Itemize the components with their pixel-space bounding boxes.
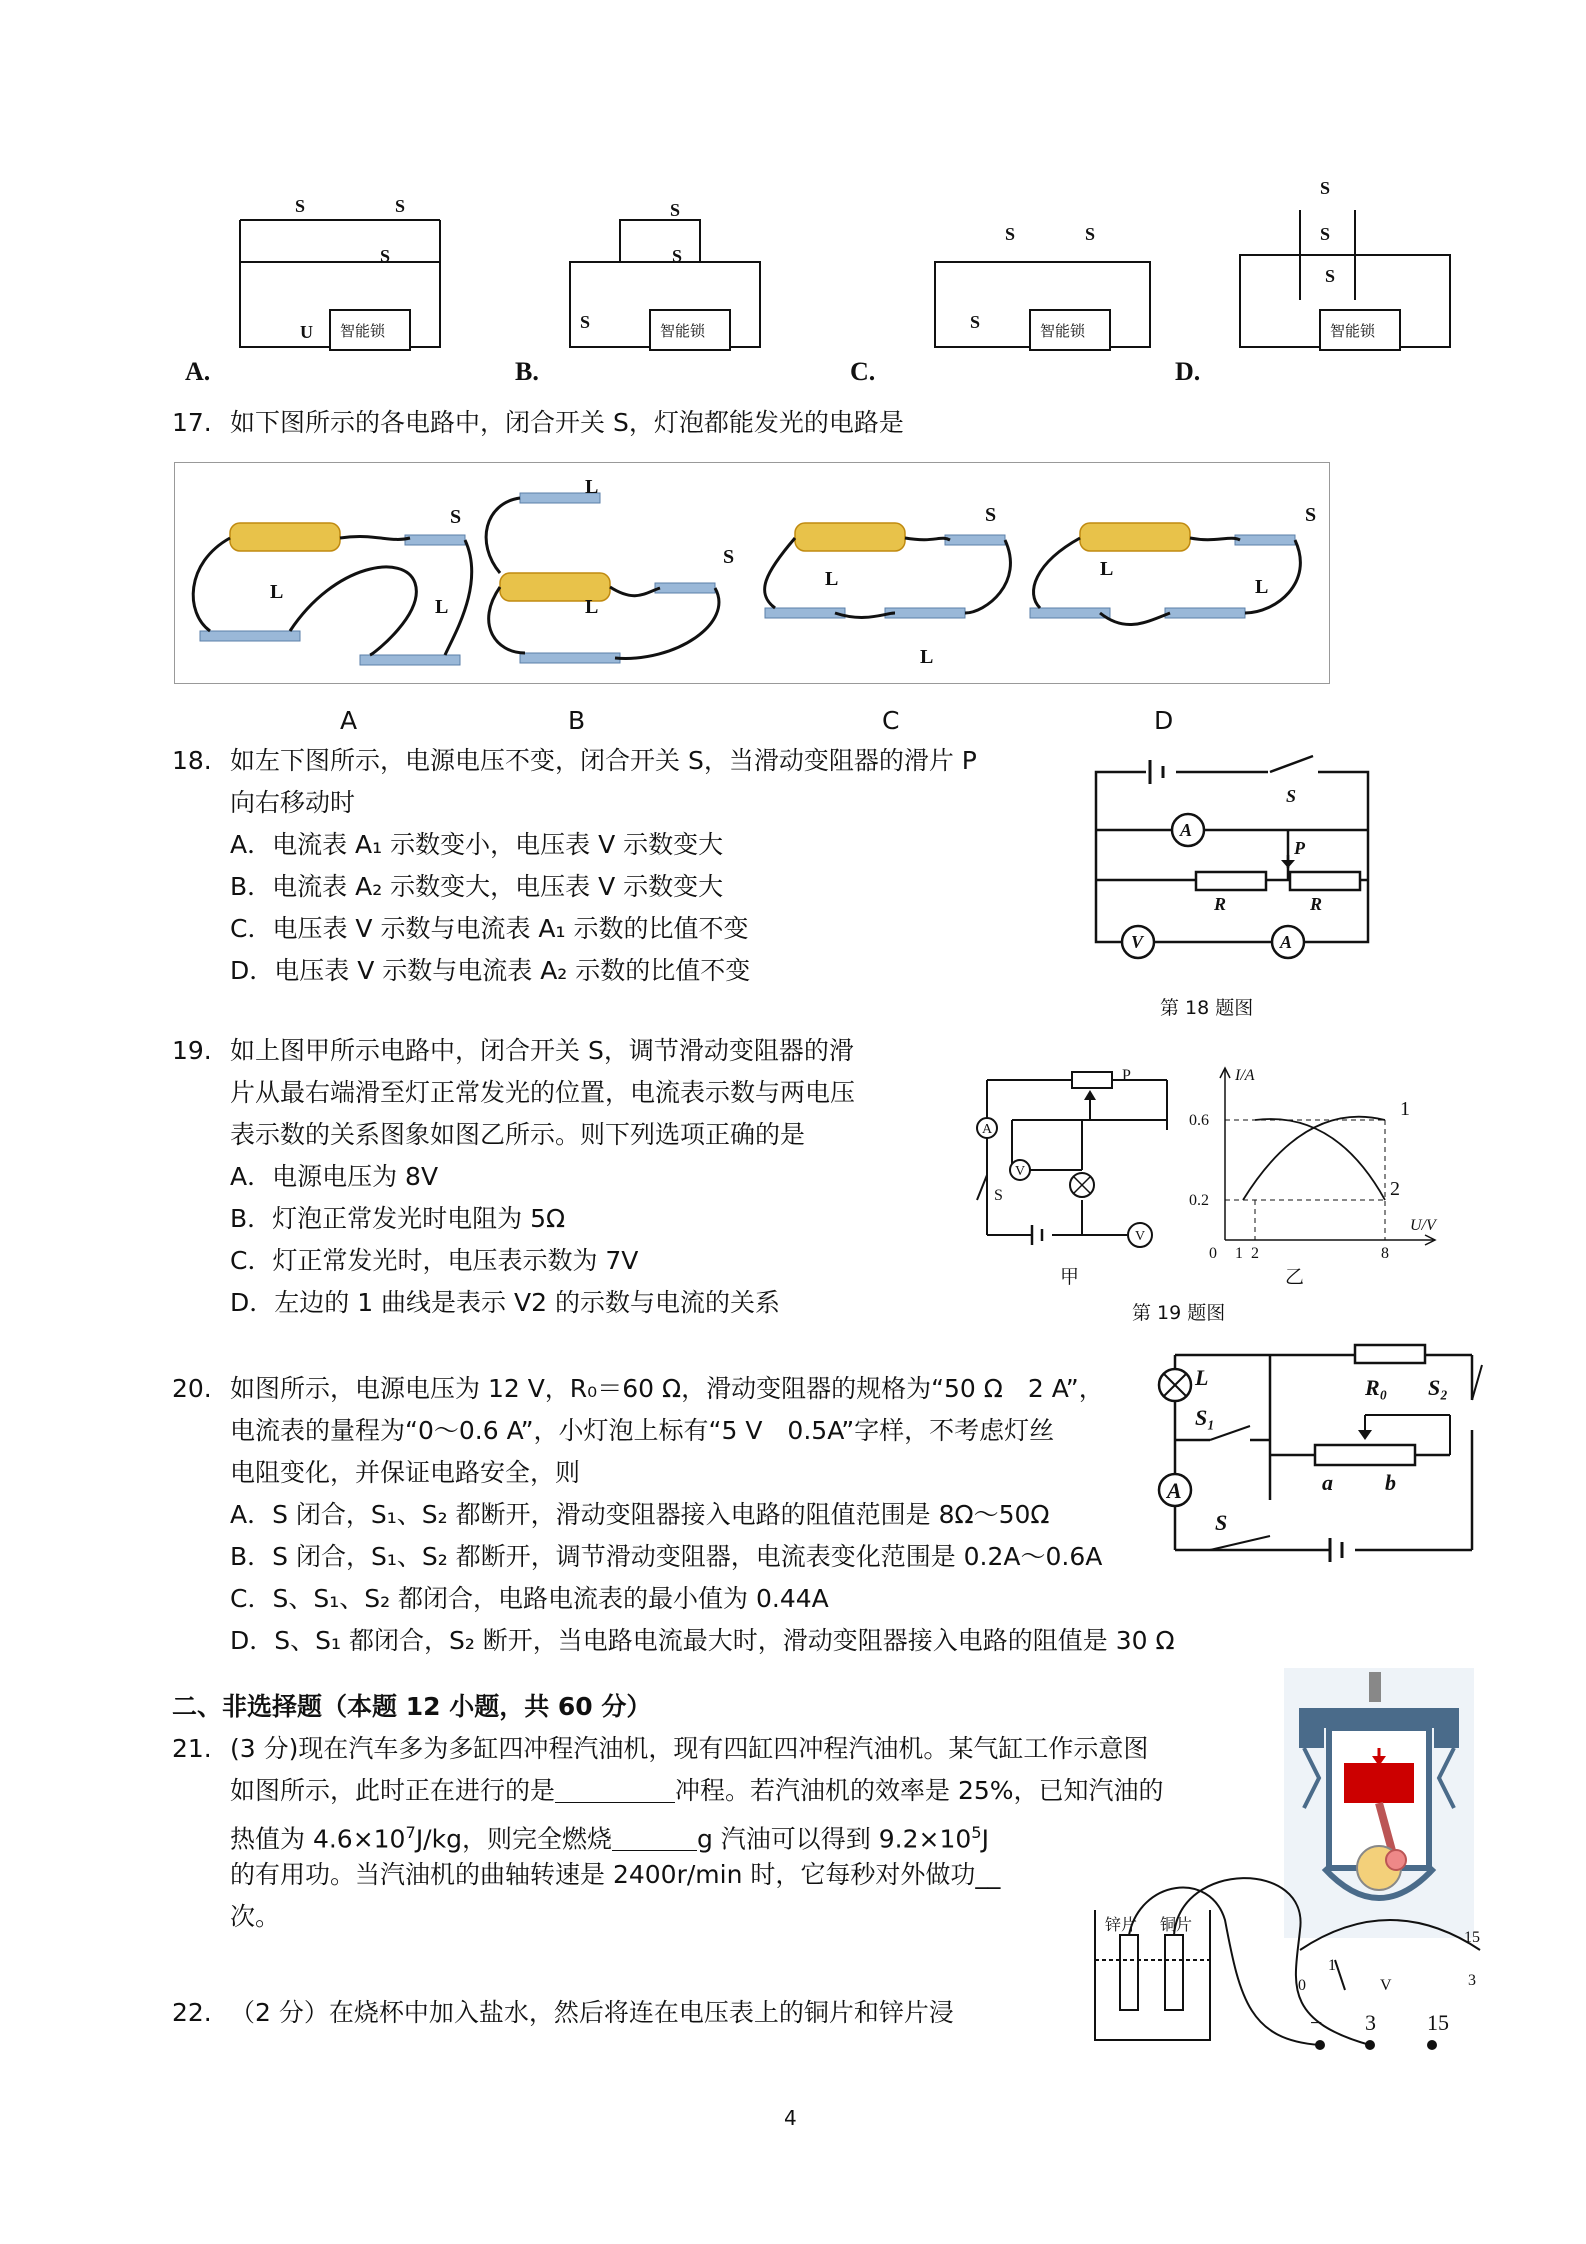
label-l2: L xyxy=(435,596,449,618)
label-s: S xyxy=(1305,504,1317,526)
lock-label-d: 智能锁 xyxy=(1330,324,1376,340)
label-b-end: b xyxy=(1385,1470,1396,1495)
page-number: 4 xyxy=(784,2106,797,2130)
question-stem-line1: 如左下图所示，电源电压不变，闭合开关 S，当滑动变阻器的滑片 P xyxy=(230,746,977,775)
label-a2: A xyxy=(1180,820,1193,840)
q17-option-c[interactable]: C xyxy=(882,706,900,735)
question-stem-line1: 如上图甲所示电路中，闭合开关 S，调节滑动变阻器的滑 xyxy=(230,1036,854,1065)
label-s2-a: S xyxy=(380,246,391,266)
q21-exp1: 7 xyxy=(405,1823,416,1842)
label-s: S xyxy=(450,506,462,528)
q19-caption: 第 19 题图 xyxy=(1132,1302,1226,1324)
label-s: S xyxy=(985,504,997,526)
label-l1: L xyxy=(920,646,934,668)
q20-option-b[interactable]: B．S 闭合，S₁、S₂ 都断开，调节滑动变阻器，电流表变化范围是 0.2A～0.6A xyxy=(230,1542,1103,1571)
q21-line2a: 如图所示，此时正在进行的是 xyxy=(230,1776,556,1805)
label-l: L xyxy=(1195,1365,1209,1390)
label-s3-c: S xyxy=(970,312,981,332)
label-l2: L xyxy=(585,476,599,498)
q21-line1: (3 分)现在汽车多为多缸四冲程汽油机，现有四缸四冲程汽油机。某气缸工作示意图 xyxy=(230,1734,1149,1763)
label-l1: L xyxy=(270,581,284,603)
q19-circuit xyxy=(972,1060,1172,1280)
label-l2: L xyxy=(825,568,839,590)
q21-line3d: J xyxy=(981,1824,989,1854)
y-axis-label: I/A xyxy=(1235,1067,1255,1084)
x-tick: 2 xyxy=(1251,1245,1259,1260)
q19-circuit-jia xyxy=(972,1060,1172,1280)
q20-option-a[interactable]: A．S 闭合，S₁、S₂ 都断开，滑动变阻器接入电路的阻值范围是 8Ω～50Ω xyxy=(230,1500,1050,1529)
q19-sub-jia: 甲 xyxy=(1060,1266,1080,1288)
q19-graph xyxy=(1185,1060,1445,1260)
scale-3: 3 xyxy=(1468,1972,1476,1989)
question-number: 22. xyxy=(172,1998,212,2027)
label-l1: L xyxy=(1255,576,1269,598)
q21-line3c: g 汽油可以得到 9.2×10 xyxy=(696,1824,972,1854)
answer-blank-mass[interactable] xyxy=(612,1825,697,1851)
q18-caption: 第 18 题图 xyxy=(1160,997,1254,1019)
question-stem: 如下图所示的各电路中，闭合开关 S，灯泡都能发光的电路是 xyxy=(230,408,904,437)
q17-circuits xyxy=(175,463,1329,683)
label-s2-d: S xyxy=(1320,224,1331,244)
terminal-dot[interactable] xyxy=(1315,2040,1325,2050)
question-number: 18. xyxy=(172,746,212,775)
label-s: S xyxy=(723,546,735,568)
q18-figure xyxy=(1088,750,1378,980)
label-s3-b: S xyxy=(580,312,591,332)
curve-label: 1 xyxy=(1400,1098,1410,1120)
question-stem-line2: 电流表的量程为“0～0.6 A”，小灯泡上标有“5 V 0.5A”字样，不考虑灯丝 xyxy=(230,1416,1055,1445)
q20-option-c[interactable]: C．S、S₁、S₂ 都闭合，电路电流表的最小值为 0.44A xyxy=(230,1584,829,1613)
label-l1: L xyxy=(585,596,599,618)
y-tick: 0.6 xyxy=(1189,1112,1209,1129)
label-s1-d: S xyxy=(1320,180,1331,198)
label-s1-a: S xyxy=(295,196,306,216)
q18-circuit xyxy=(1088,750,1378,980)
q21-line4: 的有用功。当汽油机的曲轴转速是 2400r/min 时，它每秒对外做功__ xyxy=(230,1860,1001,1889)
scale-0: 0 xyxy=(1298,1977,1306,1994)
q21-line5: 次。 xyxy=(230,1902,281,1931)
q21-line3b: J/kg，则完全燃烧 xyxy=(415,1824,612,1854)
label-l2: L xyxy=(1100,558,1114,580)
question-number: 20. xyxy=(172,1374,212,1403)
label-s2-c: S xyxy=(1085,224,1096,244)
q19-option-b[interactable]: B．灯泡正常发光时电阻为 5Ω xyxy=(230,1204,566,1233)
question-stem-line3: 电阻变化，并保证电路安全，则 xyxy=(230,1458,581,1487)
q19-sub-yi: 乙 xyxy=(1285,1266,1305,1288)
terminal-negative: − xyxy=(1310,2010,1323,2035)
q19-option-d[interactable]: D．左边的 1 曲线是表示 V2 的示数与电流的关系 xyxy=(230,1288,780,1317)
label-v2: V xyxy=(1015,1164,1026,1179)
terminal-dot[interactable] xyxy=(1365,2040,1375,2050)
lock-label-b: 智能锁 xyxy=(660,324,706,340)
label-s2: S₂ xyxy=(1428,1375,1448,1400)
label-s2-b: S xyxy=(672,246,683,266)
q16-option-b[interactable]: B. xyxy=(515,357,539,386)
label-s: S xyxy=(994,1187,1003,1204)
q19-option-c[interactable]: C．灯正常发光时，电压表示数为 7V xyxy=(230,1246,639,1275)
y-tick: 0.2 xyxy=(1189,1192,1209,1209)
q21-line3a: 热值为 4.6×10 xyxy=(230,1824,406,1854)
q16-option-d[interactable]: D. xyxy=(1175,357,1201,386)
answer-blank-stroke[interactable] xyxy=(555,1777,675,1803)
q19-graph-yi xyxy=(1185,1060,1445,1260)
q17-figure xyxy=(174,462,1330,684)
label-s1: S₁ xyxy=(1195,1405,1215,1430)
question-stem-line2: 片从最右端滑至灯正常发光的位置，电流表示数与两电压 xyxy=(230,1078,856,1107)
label-r0: R₀ xyxy=(1365,1375,1388,1400)
q16-option-c[interactable]: C. xyxy=(850,357,876,386)
question-number: 19. xyxy=(172,1036,212,1065)
terminal-3: 3 xyxy=(1365,2010,1376,2035)
q18-option-d[interactable]: D．电压表 V 示数与电流表 A₂ 示数的比值不变 xyxy=(230,956,751,985)
label-v: V xyxy=(1131,932,1144,952)
lock-label-a: 智能锁 xyxy=(340,324,386,340)
label-s1-c: S xyxy=(1005,224,1016,244)
terminal-dot[interactable] xyxy=(1427,2040,1437,2050)
label-s3-a: S xyxy=(395,196,406,216)
q16-figure-row xyxy=(180,180,1460,390)
q20-figure xyxy=(1150,1340,1490,1570)
q18-option-c[interactable]: C．电压表 V 示数与电流表 A₁ 示数的比值不变 xyxy=(230,914,749,943)
copper-label: 铜片 xyxy=(1160,1917,1193,1934)
battery-voltmeter-diagram xyxy=(1080,1860,1500,2060)
q21-line2 xyxy=(230,1770,1164,1812)
label-p: P xyxy=(1122,1067,1131,1084)
terminal-15: 15 xyxy=(1427,2010,1449,2035)
q20-circuit xyxy=(1150,1340,1490,1570)
scale-1: 1 xyxy=(1328,1957,1336,1974)
label-a1: A xyxy=(1280,932,1293,952)
label-r1: R xyxy=(1214,894,1227,914)
label-a: A xyxy=(982,1122,993,1137)
q20-option-d[interactable]: D．S、S₁ 都闭合，S₂ 断开，当电路电流最大时，滑动变阻器接入电路的阻值是 30 Ω xyxy=(230,1626,1175,1655)
x-tick: 0 xyxy=(1209,1245,1217,1260)
q19-option-a[interactable]: A．电源电压为 8V xyxy=(230,1162,439,1191)
x-tick: 1 xyxy=(1235,1245,1243,1260)
q21-exp2: 5 xyxy=(971,1823,982,1842)
label-u-a: U xyxy=(300,322,313,342)
label-p: P xyxy=(1294,838,1305,858)
label-s3-d: S xyxy=(1325,266,1336,286)
label-a-end: a xyxy=(1322,1470,1333,1495)
label-s: S xyxy=(1215,1510,1228,1535)
label-a: A xyxy=(1167,1478,1182,1503)
q17-option-d[interactable]: D xyxy=(1154,706,1174,735)
x-tick: 8 xyxy=(1381,1245,1389,1260)
x-axis-label: U/V xyxy=(1410,1217,1436,1234)
section2-heading: 二、非选择题（本题 12 小题，共 60 分） xyxy=(172,1692,652,1721)
q21-line2b: 冲程。若汽油机的效率是 25%，已知汽油的 xyxy=(675,1776,1164,1805)
q17-option-a[interactable]: A xyxy=(340,706,358,735)
q18-option-a[interactable]: A．电流表 A₁ 示数变小，电压表 V 示数变大 xyxy=(230,830,724,859)
question-number: 17. xyxy=(172,408,212,437)
question-stem-line2: 向右移动时 xyxy=(230,788,356,817)
lock-label-c: 智能锁 xyxy=(1040,324,1086,340)
meter-unit: V xyxy=(1380,1977,1392,1994)
curve-label: 2 xyxy=(1390,1178,1400,1200)
q18-option-b[interactable]: B．电流表 A₂ 示数变大，电压表 V 示数变大 xyxy=(230,872,724,901)
label-s1-b: S xyxy=(670,200,681,220)
question-stem-line1: 如图所示，电源电压为 12 V，R₀＝60 Ω，滑动变阻器的规格为“50 Ω 2 A”， xyxy=(230,1374,1104,1403)
q22-figure xyxy=(1080,1860,1500,2060)
question-number: 21. xyxy=(172,1734,212,1763)
label-v1: V xyxy=(1135,1229,1146,1244)
scale-15: 15 xyxy=(1464,1929,1480,1946)
q16-option-a[interactable]: A. xyxy=(185,357,211,386)
q22-line1: （2 分）在烧杯中加入盐水，然后将连在电压表上的铜片和锌片浸 xyxy=(230,1998,954,2027)
q17-option-b[interactable]: B xyxy=(568,706,586,735)
label-s: S xyxy=(1286,786,1297,806)
zinc-label: 锌片 xyxy=(1105,1917,1138,1934)
label-r2: R xyxy=(1310,894,1323,914)
q16-circuits xyxy=(180,180,1460,390)
question-stem-line3: 表示数的关系图象如图乙所示。则下列选项正确的是 xyxy=(230,1120,806,1149)
